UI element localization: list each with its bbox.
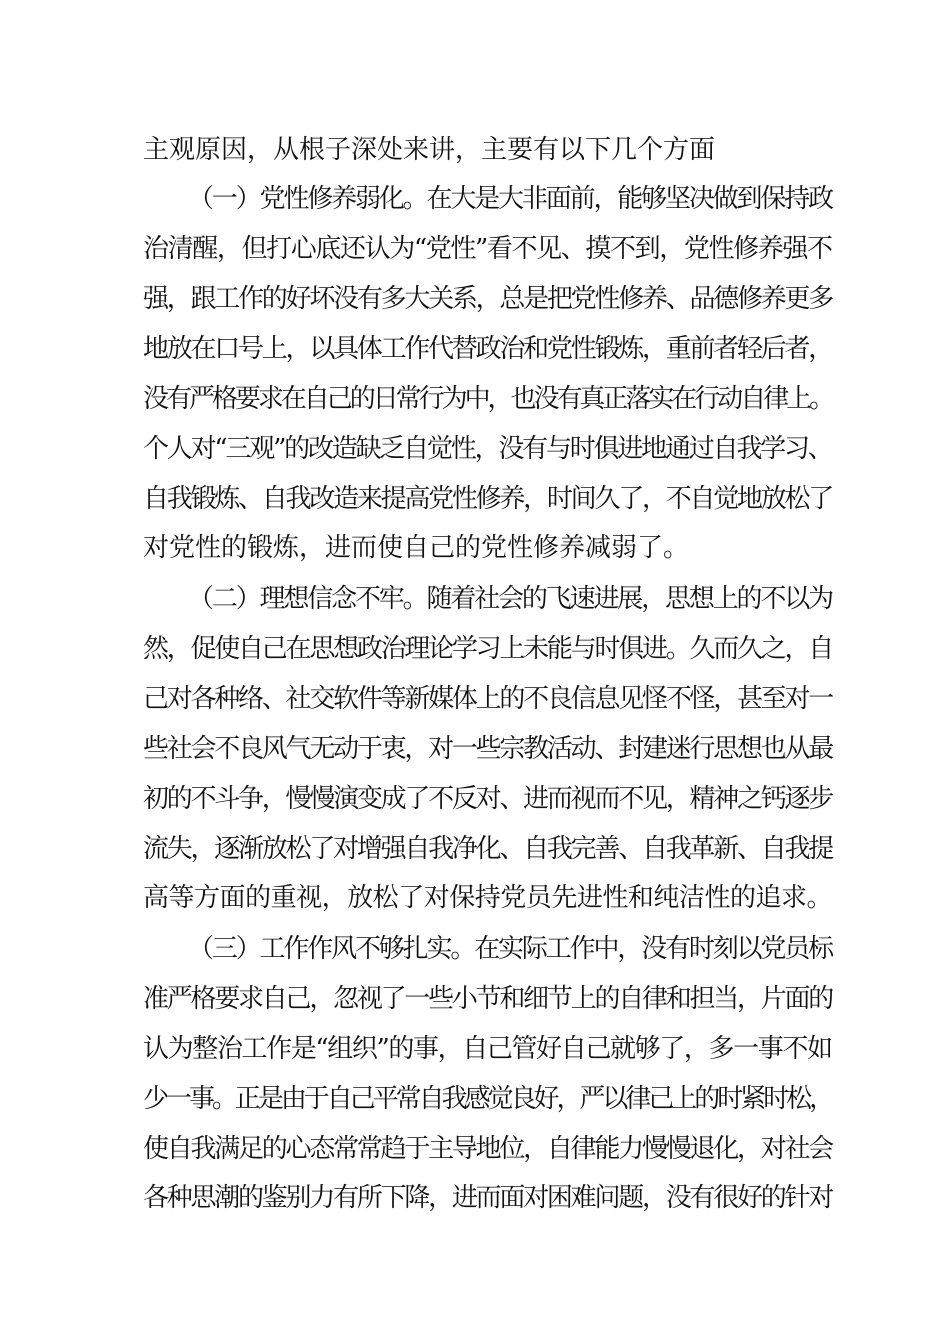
paragraph-heading-3: （三）工作作风不够扎实。在实际工作中，没有时刻以党员标 (188, 934, 832, 964)
text-line: 自我锻炼、自我改造来提高党性修养，时间久了，不自觉地放松了 (143, 484, 833, 514)
text-line: 流失，逐渐放松了对增强自我净化、自我完善、自我革新、自我提 (143, 834, 833, 864)
text-line: 准严格要求自己，忽视了一些小节和细节上的自律和担当，片面的 (143, 984, 833, 1014)
text-line: 主观原因，从根子深处来讲，主要有以下几个方面 (143, 135, 716, 165)
text-line: 个人对“三观”的改造缺乏自觉性，没有与时俱进地通过自我学习、 (143, 434, 832, 464)
paragraph-heading-1: （一）党性修养弱化。在大是大非面前，能够坚决做到保持政 (188, 184, 832, 214)
text-line: 初的不斗争，慢慢演变成了不反对、进而视而不见，精神之钙逐步 (143, 784, 833, 814)
text-line: 强，跟工作的好坏没有多大关系，总是把党性修养、品德修养更多 (143, 284, 833, 314)
text-line: 些社会不良风气无动于衷，对一些宗教活动、封建迷行思想也从最 (143, 734, 833, 764)
text-line: 然，促使自己在思想政治理论学习上未能与时俱进。久而久之，自 (143, 634, 833, 664)
text-line: 己对各种络、社交软件等新媒体上的不良信息见怪不怪，甚至对一 (143, 684, 833, 714)
text-line: 对党性的锻炼，进而使自己的党性修养减弱了。 (143, 533, 690, 563)
text-line: 少一事。正是由于自己平常自我感觉良好，严以律己上的时紧时松， (143, 1084, 833, 1114)
text-line: 认为整治工作是“组织”的事，自己管好自己就够了，多一事不如 (143, 1034, 832, 1064)
text-line: 治清醒，但打心底还认为“党性”看不见、摸不到，党性修养强不 (143, 234, 832, 264)
paragraph-heading-2: （二）理想信念不牢。随着社会的飞速进展，思想上的不以为 (188, 584, 832, 614)
text-line: 使自我满足的心态常常趋于主导地位，自律能力慢慢退化，对社会 (143, 1134, 833, 1164)
text-line: 地放在口号上，以具体工作代替政治和党性锻炼，重前者轻后者， (143, 334, 833, 364)
text-line: 高等方面的重视，放松了对保持党员先进性和纯洁性的追求。 (143, 883, 833, 913)
text-line: 各种思潮的鉴别力有所下降，进而面对困难问题，没有很好的针对 (143, 1183, 833, 1213)
text-line: 没有严格要求在自己的日常行为中，也没有真正落实在行动自律上。 (143, 384, 833, 414)
